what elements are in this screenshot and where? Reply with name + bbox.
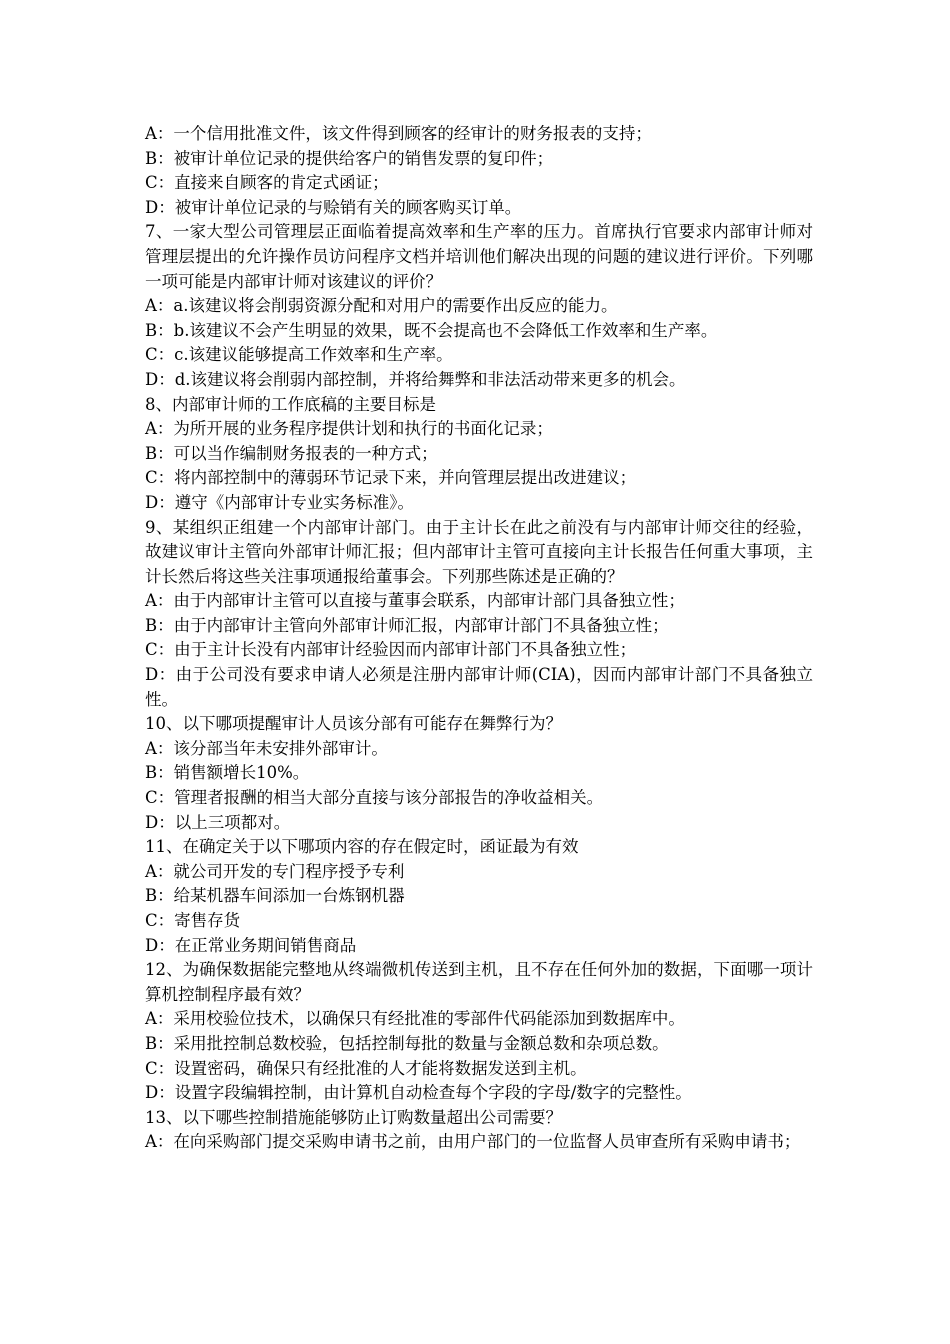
option-c-q6: C：直接来自顾客的肯定式函证；	[145, 173, 389, 193]
option-a-q7: A：a.该建议将会削弱资源分配和对用户的需要作出反应的能力。	[145, 296, 618, 316]
option-c-q10: C：管理者报酬的相当大部分直接与该分部报告的净收益相关。	[145, 788, 604, 808]
question-10: 10、以下哪项提醒审计人员该分部有可能存在舞弊行为？	[145, 714, 562, 734]
document-page	[145, 122, 813, 1155]
option-c-q11: C：寄售存货	[145, 911, 241, 930]
option-d-q12: D：设置字段编辑控制，由计算机自动检查每个字段的字母/数字的完整性。	[145, 1083, 692, 1103]
option-d-q10: D：以上三项都对。	[145, 812, 291, 832]
option-b-q7: B：b.该建议不会产生明显的效果，既不会提高也不会降低工作效率和生产率。	[145, 320, 718, 340]
option-a-q13: A：在向采购部门提交采购申请书之前，由用户部门的一位监督人员审查所有采购申请书；	[145, 1132, 801, 1152]
question-9: 9、某组织正组建一个内部审计部门。由于主计长在此之前没有与内部审计师交往的经验，故建议审计主管向外部审计师汇报；但内部审计主管可直接向主计长报告任何重大事项，主计长然后将这些关注事项通报给董事会。下列那些陈述是正确的？	[145, 517, 813, 586]
option-d-q11: D：在正常业务期间销售商品	[145, 935, 357, 955]
question-7: 7、一家大型公司管理层正面临着提高效率和生产率的压力。首席执行官要求内部审计师对管理层提出的允许操作员访问程序文档并培训他们解决出现的问题的建议进行评价。下列哪一项可能是内部审计师对该建议的评价？	[145, 222, 813, 291]
option-c-q9: C：由于主计长没有内部审计经验因而内部审计部门不具备独立性；	[145, 640, 637, 660]
question-11: 11、在确定关于以下哪项内容的存在假定时，函证最为有效	[145, 837, 579, 857]
option-a-q11: A：就公司开发的专门程序授予专利	[145, 861, 405, 881]
option-c-q8: C：将内部控制中的薄弱环节记录下来，并向管理层提出改进建议；	[145, 468, 637, 488]
option-d-q7: D：d.该建议将会削弱内部控制，并将给舞弊和非法活动带来更多的机会。	[145, 369, 686, 389]
question-8: 8、内部审计师的工作底稿的主要目标是	[145, 394, 436, 414]
option-c-q12: C：设置密码，确保只有经批准的人才能将数据发送到主机。	[145, 1058, 587, 1078]
question-13: 13、以下哪些控制措施能够防止订购数量超出公司需要？	[145, 1107, 562, 1127]
option-d-q9: D：由于公司没有要求申请人必须是注册内部审计师(CIA)，因而内部审计部门不具备独立性。	[145, 665, 813, 709]
option-b-q11: B：给某机器车间添加一台炼钢机器	[145, 886, 405, 906]
option-b-q6: B：被审计单位记录的提供给客户的销售发票的复印件；	[145, 148, 554, 168]
option-a-q10: A：该分部当年未安排外部审计。	[145, 738, 388, 758]
option-b-q8: B：可以当作编制财务报表的一种方式；	[145, 443, 438, 463]
option-a-q9: A：由于内部审计主管可以直接与董事会联系，内部审计部门具备独立性；	[145, 591, 685, 611]
option-a-q12: A：采用校验位技术，以确保只有经批准的零部件代码能添加到数据库中。	[145, 1009, 685, 1029]
option-d-q8: D：遵守《内部审计专业实务标准》。	[145, 492, 414, 512]
option-b-q10: B：销售额增长10%。	[145, 763, 310, 783]
option-a-q6: A：一个信用批准文件，该文件得到顾客的经审计的财务报表的支持；	[145, 124, 652, 143]
option-c-q7: C：c.该建议能够提高工作效率和生产率。	[145, 345, 453, 365]
option-b-q9: B：由于内部审计主管向外部审计师汇报，内部审计部门不具备独立性；	[145, 615, 669, 635]
option-b-q12: B：采用批控制总数校验，包括控制每批的数量与金额总数和杂项总数。	[145, 1033, 669, 1053]
option-d-q6: D：被审计单位记录的与赊销有关的顾客购买订单。	[145, 197, 522, 217]
question-12: 12、为确保数据能完整地从终端微机传送到主机，且不存在任何外加的数据，下面哪一项计算机控制程序最有效？	[145, 960, 813, 1004]
option-a-q8: A：为所开展的业务程序提供计划和执行的书面化记录；	[145, 419, 553, 439]
